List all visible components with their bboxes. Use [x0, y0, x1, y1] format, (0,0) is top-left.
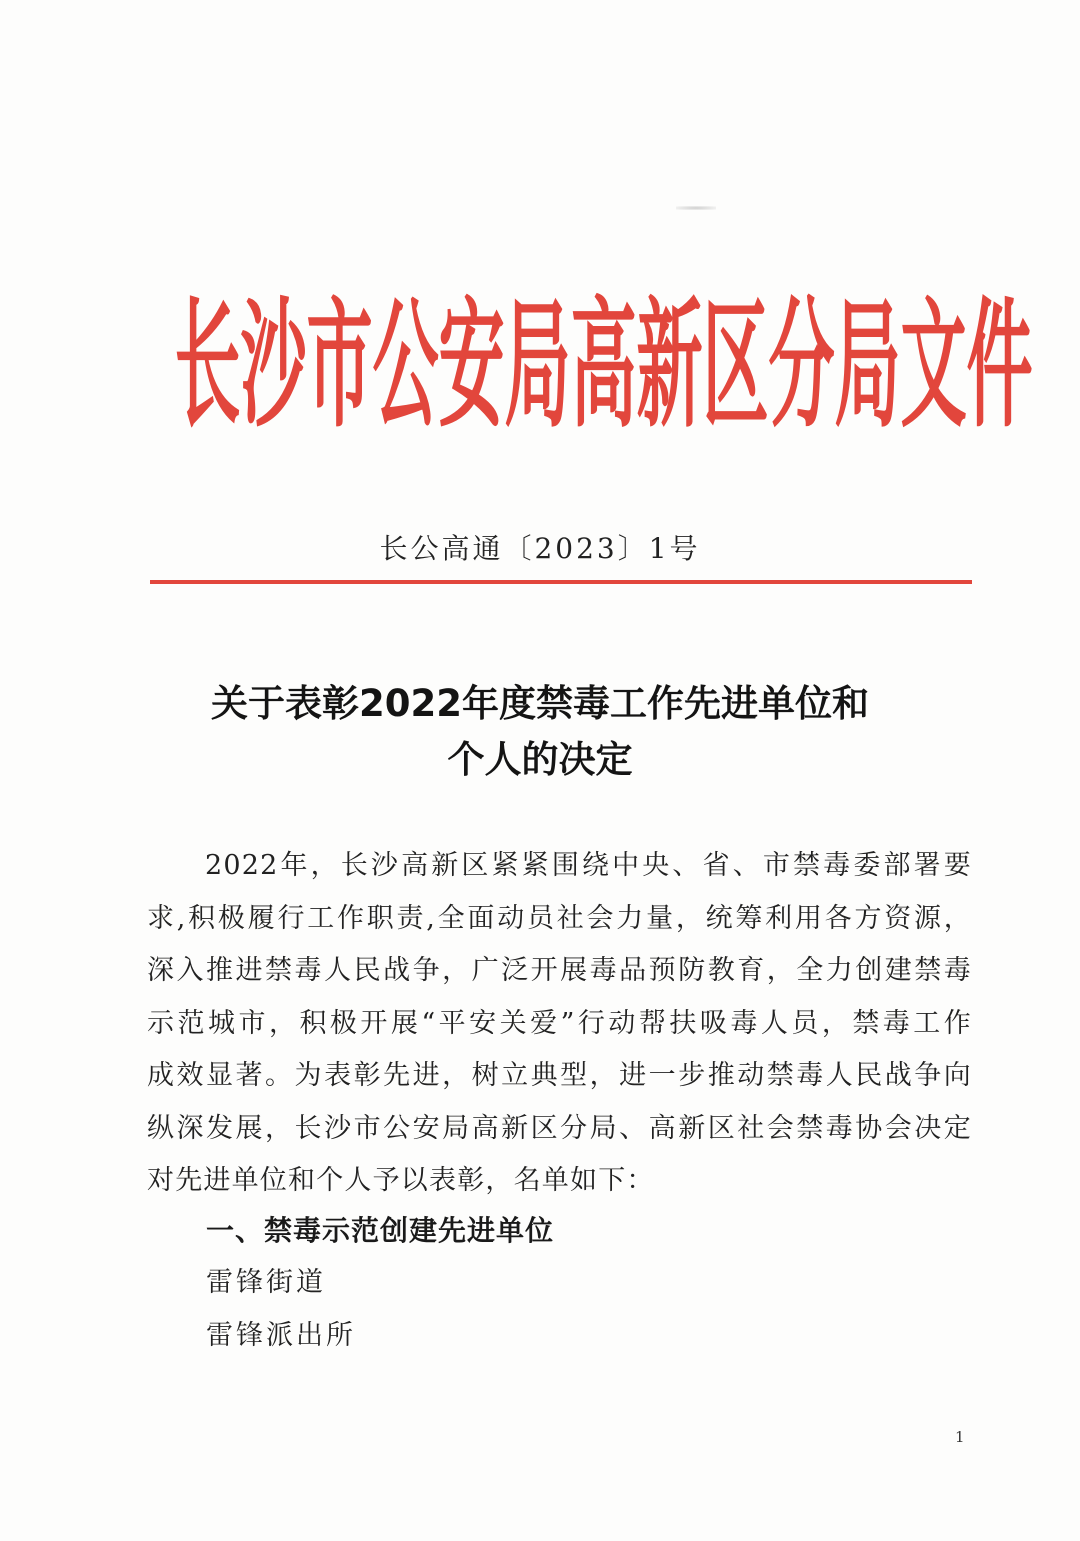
unit-list — [206, 1257, 356, 1362]
agency-header-char: 文 — [900, 283, 967, 447]
agency-header-char: 局 — [504, 283, 571, 447]
list-item: 雷锋街道 — [206, 1267, 326, 1298]
agency-header-char: 长 — [174, 283, 241, 447]
body-line: 对先进单位和个人予以表彰，名单如下： — [147, 1165, 655, 1196]
title-line-2: 个人的决定 — [447, 738, 633, 781]
body-paragraph — [147, 840, 972, 1208]
agency-header-char: 局 — [834, 283, 901, 447]
red-separator-line — [150, 580, 972, 584]
body-line: 成效显著。为表彰先进，树立典型，进一步推动禁毒人民战争向 — [147, 1060, 972, 1091]
body-line: 求,积极履行工作职责,全面动员社会力量，统筹利用各方资源， — [147, 902, 972, 934]
document-number: 长公高通〔2023〕1号 — [379, 532, 701, 565]
title-line-1: 关于表彰2022年度禁毒工作先进单位和 — [211, 682, 869, 725]
scan-speck — [676, 206, 716, 210]
agency-header — [160, 283, 1033, 447]
agency-header-char: 安 — [438, 283, 505, 447]
body-line: 示范城市，积极开展“平安关爱”行动帮扶吸毒人员，禁毒工作 — [147, 1007, 972, 1039]
agency-header-char: 高 — [570, 283, 637, 447]
agency-header-char: 沙 — [240, 283, 307, 447]
agency-header-char: 新 — [636, 283, 703, 447]
body-line: 深入推进禁毒人民战争，广泛开展毒品预防教育，全力创建禁毒 — [147, 955, 972, 986]
body-line: 纵深发展，长沙市公安局高新区分局、高新区社会禁毒协会决定 — [147, 1112, 972, 1144]
agency-header-char: 市 — [306, 283, 373, 447]
agency-header-char: 公 — [372, 283, 439, 447]
agency-header-char: 件 — [966, 283, 1033, 447]
page-number: 1 — [955, 1428, 965, 1446]
section-heading: 一、禁毒示范创建先进单位 — [206, 1214, 555, 1247]
agency-header-char: 分 — [768, 283, 835, 447]
document-title — [0, 676, 1080, 788]
list-item: 雷锋派出所 — [206, 1319, 356, 1351]
agency-header-char: 区 — [702, 283, 769, 447]
body-line: 2022年，长沙高新区紧紧围绕中央、省、市禁毒委部署要 — [205, 850, 972, 881]
